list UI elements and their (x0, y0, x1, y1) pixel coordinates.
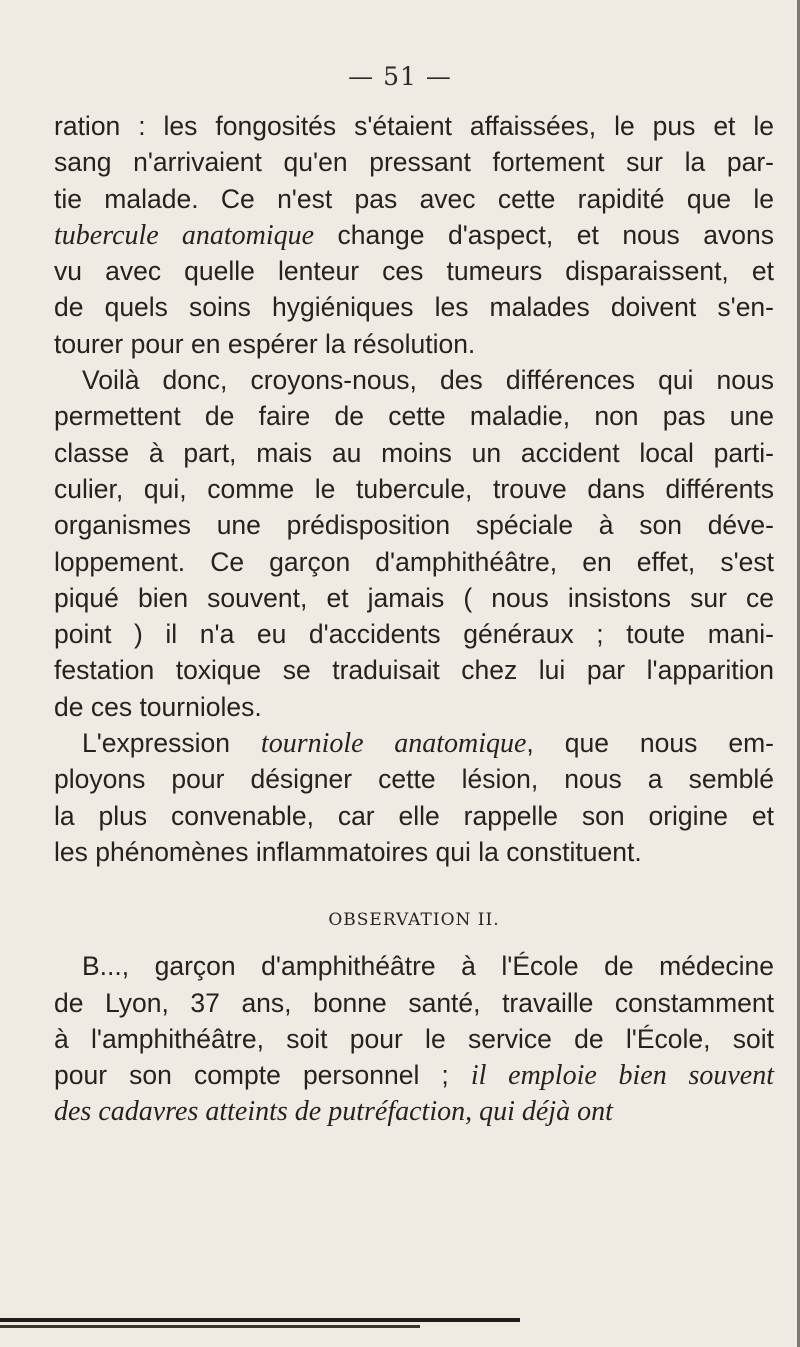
text-line: loppement. Ce garçon d'amphithéâtre, en effet, s'est (54, 546, 774, 577)
paragraph-1 (54, 108, 774, 362)
text-line: la plus convenable, car elle rappelle son origine et (54, 800, 774, 831)
text-line: culier, qui, comme le tubercule, trouve dans différents (54, 473, 774, 504)
italic-term: tubercule anatomique (54, 219, 315, 251)
text-line: organismes une prédisposition spéciale à son déve- (54, 510, 774, 541)
spacer (54, 938, 774, 948)
text-line: ration : les fongosités s'étaient affaissées, le pus et le (54, 111, 774, 141)
text-line: tourer pour en espérer la résolution. (54, 328, 476, 359)
bottom-binding-rule-2 (0, 1325, 420, 1328)
text-line: tie malade. Ce n'est pas avec cette rapidité que le (54, 183, 774, 214)
text-line: ployons pour désigner cette lésion, nous a semblé (54, 764, 774, 795)
page-text (54, 108, 774, 1130)
text-fragment: pour son compte personnel ; (54, 1060, 471, 1091)
text-line (54, 1057, 774, 1093)
section-heading: OBSERVATION II. (328, 910, 500, 931)
text-line: piqué bien souvent, et jamais ( nous insistons sur ce (54, 582, 774, 613)
paragraph-4 (54, 948, 774, 1129)
text-fragment: L'expression (82, 728, 261, 759)
text-line: les phénomènes inflammatoires qui la constituent. (54, 836, 642, 867)
paragraph-2 (54, 362, 774, 725)
text-line: vu avec quelle lenteur ces tumeurs disparaissent, et (54, 256, 774, 287)
text-line: permettent de faire de cette maladie, non pas une (54, 401, 774, 432)
text-line (54, 217, 774, 253)
italic-phrase: il emploie bien souvent (470, 1060, 774, 1092)
text-line: Voilà donc, croyons-nous, des différences qui nous (82, 365, 774, 396)
italic-phrase: des cadavres atteints de putréfaction, qui déjà ont (54, 1096, 613, 1128)
text-fragment: , que nous em- (526, 728, 774, 759)
text-line: de ces tournioles. (54, 691, 262, 722)
page-number: — 51 — (348, 62, 452, 91)
paragraph-3 (54, 725, 774, 870)
text-line: festation toxique se traduisait chez lui par l'apparition (54, 655, 774, 686)
text-line (54, 725, 774, 761)
text-line: à l'amphithéâtre, soit pour le service de l'École, soit (54, 1023, 774, 1054)
text-line: point ) il n'a eu d'accidents généraux ; toute mani- (54, 619, 774, 650)
bottom-binding-rule (0, 1318, 520, 1322)
text-fragment: change d'aspect, et nous avons (314, 219, 774, 250)
text-line: sang n'arrivaient qu'en pressant fortement sur la par- (54, 147, 774, 178)
text-line (54, 1093, 774, 1129)
text-line: de Lyon, 37 ans, bonne santé, travaille constamment (54, 987, 774, 1018)
text-line: B..., garçon d'amphithéâtre à l'École de médecine (82, 951, 774, 982)
text-line: de quels soins hygiéniques les malades doivent s'en- (54, 292, 774, 323)
text-line: classe à part, mais au moins un accident local parti- (54, 437, 774, 468)
italic-term: tourniole anatomique (260, 728, 527, 760)
spacer (54, 870, 774, 902)
